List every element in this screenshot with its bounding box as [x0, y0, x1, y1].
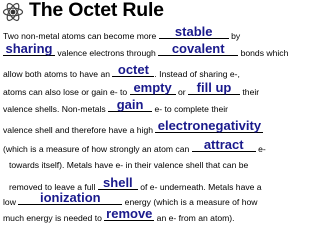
text-line-1 — [3, 24, 241, 41]
text-line-4 — [3, 80, 260, 97]
answer-text: shell — [103, 175, 133, 190]
line-text: or — [175, 87, 189, 97]
line-text: by — [228, 31, 241, 41]
text-line-8 — [9, 160, 248, 170]
answer-blank — [104, 206, 154, 221]
line-text: low — [3, 197, 19, 207]
line-text: of e- underneath. Metals have a — [137, 182, 262, 192]
line-text: e- to complete their — [152, 104, 229, 114]
text-line-11 — [3, 206, 235, 223]
answer-text: attract — [203, 137, 244, 152]
answer-text: fill up — [196, 80, 232, 95]
line-text: Two non-metal atoms can become more — [3, 31, 159, 41]
answer-blank — [155, 118, 263, 133]
line-text: bonds which — [238, 48, 289, 58]
line-text: e- — [255, 144, 266, 154]
answer-text: covalent — [171, 41, 225, 56]
atom-icon — [2, 1, 24, 23]
line-text: towards itself). Metals have e- in their valence shell that can be — [9, 160, 249, 170]
page-title: The Octet Rule — [29, 0, 164, 21]
line-text: an e- from an atom). — [154, 213, 235, 223]
answer-blank — [192, 137, 256, 152]
answer-blank — [158, 41, 238, 56]
text-line-6 — [3, 118, 263, 135]
answer-blank — [3, 41, 55, 56]
line-text: their — [240, 87, 260, 97]
line-text: atoms can also lose or gain e- to — [3, 87, 130, 97]
answer-blank — [112, 62, 154, 77]
answer-blank — [18, 190, 122, 205]
line-text: . Instead of sharing e-, — [154, 69, 240, 79]
answer-blank — [98, 175, 138, 190]
line-text: removed to leave a full — [9, 182, 98, 192]
answer-text: sharing — [5, 41, 53, 56]
answer-text: octet — [117, 62, 149, 77]
line-text: valence shell and therefore have a high — [3, 125, 156, 135]
answer-text: stable — [174, 24, 213, 39]
line-text: valence electrons through — [55, 48, 159, 58]
answer-text: gain — [116, 97, 144, 112]
text-line-2 — [3, 41, 289, 58]
line-text: energy (which is a measure of how — [122, 197, 258, 207]
answer-blank — [130, 80, 176, 95]
answer-blank — [108, 97, 152, 112]
answer-blank — [159, 24, 229, 39]
answer-blank — [188, 80, 240, 95]
line-text: (which is a measure of how strongly an atom can — [3, 144, 192, 154]
line-text: much energy is needed to — [3, 213, 105, 223]
line-text: valence shells. Non-metals — [3, 104, 109, 114]
answer-text: electronegativity — [157, 118, 262, 133]
answer-text: remove — [106, 206, 153, 221]
answer-text: ionization — [39, 190, 101, 205]
line-text: allow both atoms to have an — [3, 69, 113, 79]
text-line-3 — [3, 62, 240, 79]
text-line-5 — [3, 97, 229, 114]
text-line-7 — [3, 137, 266, 154]
answer-text: empty — [133, 80, 172, 95]
